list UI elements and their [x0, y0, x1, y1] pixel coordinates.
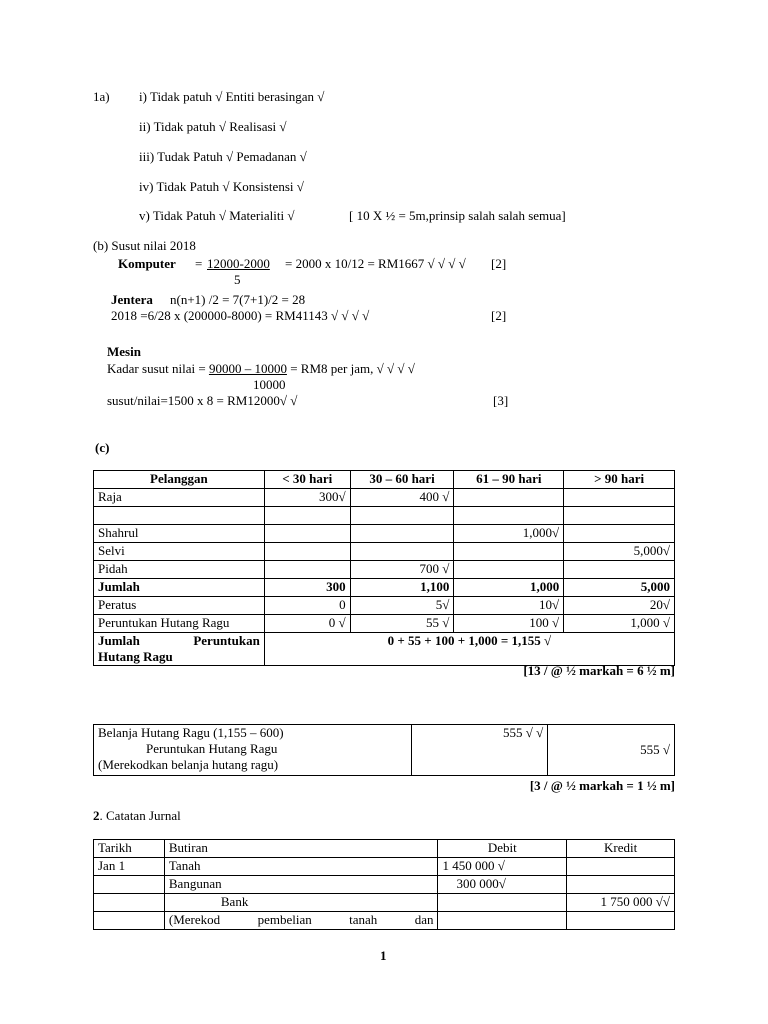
header-lt30: < 30 hari — [264, 471, 350, 489]
q1a-item-4: iv) Tidak Patuh √ Konsistensi √ — [139, 179, 304, 194]
table-cell: Bank — [164, 894, 438, 912]
table-cell: 1,100 — [350, 579, 454, 597]
header-pelanggan: Pelanggan — [94, 471, 265, 489]
table-cell — [564, 561, 675, 579]
q2-heading — [93, 808, 181, 824]
mesin-line-1-suffix: = RM8 per jam, √ √ √ √ — [286, 361, 415, 376]
grand-total-label-word: Peruntukan — [193, 633, 260, 648]
table-cell: Bangunan — [164, 876, 438, 894]
header-gt90: > 90 hari — [564, 471, 675, 489]
table-cell: 300 — [264, 579, 350, 597]
table-cell — [454, 507, 564, 525]
journal-word: (Merekod — [168, 912, 221, 927]
table-cell — [454, 489, 564, 507]
table-cell: 0 √ — [264, 615, 350, 633]
table-row-grand-total — [94, 633, 675, 666]
table-cell — [567, 912, 675, 930]
table-row — [94, 561, 675, 579]
table-row — [94, 489, 675, 507]
komputer-mark: [2] — [491, 256, 507, 271]
journal-credit: 555 √ — [548, 725, 675, 776]
aging-table-header — [94, 471, 675, 489]
q2-heading-number: 2 — [93, 808, 100, 823]
table-cell: 55 √ — [350, 615, 454, 633]
header-debit: Debit — [438, 840, 567, 858]
table-row — [94, 597, 675, 615]
table-cell — [94, 894, 165, 912]
mesin-line-1 — [107, 361, 415, 377]
table-cell: 700 √ — [350, 561, 454, 579]
table-cell — [567, 876, 675, 894]
journal-word: tanah — [349, 912, 378, 927]
q1c-label: (c) — [95, 440, 110, 455]
header-butiran: Butiran — [164, 840, 438, 858]
table-cell: Pidah — [94, 561, 265, 579]
table-cell — [264, 525, 350, 543]
table-cell: Shahrul — [94, 525, 265, 543]
table-row — [94, 912, 675, 930]
komputer-fraction-numerator: 12000-2000 — [207, 256, 270, 271]
table-cell: Jan 1 — [94, 858, 165, 876]
q1a-item-1: i) Tidak patuh √ Entiti berasingan √ — [139, 89, 325, 104]
table-cell: 0 — [264, 597, 350, 615]
table-cell — [94, 876, 165, 894]
table-cell: Raja — [94, 489, 265, 507]
table-cell — [564, 507, 675, 525]
grand-total-label-word: Hutang Ragu — [98, 649, 173, 664]
table-cell: 5,000√ — [564, 543, 675, 561]
page-number: 1 — [380, 948, 387, 963]
komputer-eq1: = — [195, 256, 203, 271]
jentera-mark: [2] — [491, 308, 507, 323]
aging-table — [93, 470, 675, 666]
journal-debit: 555 √ √ — [411, 725, 548, 776]
table-cell — [264, 543, 350, 561]
grand-total-label-word: Jumlah — [98, 633, 140, 648]
table-row — [94, 525, 675, 543]
header-kredit: Kredit — [567, 840, 675, 858]
table-cell: 300√ — [264, 489, 350, 507]
mesin-fraction-denominator: 10000 — [253, 377, 286, 392]
header-tarikh: Tarikh — [94, 840, 165, 858]
jentera-label: Jentera — [111, 292, 153, 307]
table-cell — [264, 507, 350, 525]
table-cell — [564, 525, 675, 543]
journal-line: (Merekodkan belanja hutang ragu) — [98, 757, 279, 772]
journal-description — [94, 725, 412, 776]
mesin-mark: [3] — [493, 393, 509, 408]
table-cell — [438, 912, 567, 930]
table-row — [94, 876, 675, 894]
q1a-item-3: iii) Tudak Patuh √ Pemadanan √ — [139, 149, 307, 164]
journal-table — [93, 839, 675, 930]
table-cell — [94, 912, 165, 930]
table-cell: Tanah — [164, 858, 438, 876]
table-cell: Peratus — [94, 597, 265, 615]
table-cell — [94, 507, 265, 525]
table-cell: 100 √ — [454, 615, 564, 633]
header-30-60: 30 – 60 hari — [350, 471, 454, 489]
q2-heading-text: . Catatan Jurnal — [99, 808, 181, 823]
table-cell — [264, 561, 350, 579]
table-cell — [567, 858, 675, 876]
header-61-90: 61 – 90 hari — [454, 471, 564, 489]
table-cell: Selvi — [94, 543, 265, 561]
journal-table-header — [94, 840, 675, 858]
q1b-heading: (b) Susut nilai 2018 — [93, 238, 196, 253]
grand-total-label — [94, 633, 265, 666]
komputer-label: Komputer — [118, 256, 176, 271]
jentera-line-1: n(n+1) /2 = 7(7+1)/2 = 28 — [170, 292, 306, 307]
table-cell — [454, 543, 564, 561]
komputer-eq2: = 2000 x 10/12 = RM1667 √ √ √ √ — [285, 256, 466, 271]
table-cell: 1,000√ — [454, 525, 564, 543]
mesin-line-1-prefix: Kadar susut nilai = — [107, 361, 209, 376]
table-cell: 20√ — [564, 597, 675, 615]
table-cell: 10√ — [454, 597, 564, 615]
table-row — [94, 725, 675, 776]
mesin-line-2: susut/nilai=1500 x 8 = RM12000√ √ — [107, 393, 298, 408]
table-row — [94, 615, 675, 633]
q1a-label: 1a) — [93, 89, 110, 104]
grand-total-value: 0 + 55 + 100 + 1,000 = 1,155 √ — [264, 633, 674, 666]
journal-line: Belanja Hutang Ragu (1,155 – 600) — [98, 725, 284, 740]
journal-word: dan — [414, 912, 434, 927]
q1a-item-2: ii) Tidak patuh √ Realisasi √ — [139, 119, 287, 134]
table-cell — [438, 894, 567, 912]
mesin-fraction-numerator: 90000 – 10000 — [208, 361, 287, 376]
q1a-note: [ 10 X ½ = 5m,prinsip salah salah semua] — [349, 208, 566, 223]
table-cell: 1,000 √ — [564, 615, 675, 633]
table-row — [94, 543, 675, 561]
journal-line: Peruntukan Hutang Ragu — [146, 741, 278, 756]
table-cell — [350, 543, 454, 561]
table-cell — [350, 507, 454, 525]
komputer-fraction-denominator: 5 — [234, 272, 241, 287]
table-cell: 1 450 000 √ — [438, 858, 567, 876]
journal-word: pembelian — [257, 912, 312, 927]
table-cell: 5,000 — [564, 579, 675, 597]
table-cell: 400 √ — [350, 489, 454, 507]
jentera-line-2: 2018 =6/28 x (200000-8000) = RM41143 √ √ √ √ — [111, 308, 370, 323]
table-cell: Peruntukan Hutang Ragu — [94, 615, 265, 633]
table-cell: 1,000 — [454, 579, 564, 597]
q1a-item-5: v) Tidak Patuh √ Materialiti √ — [139, 208, 295, 223]
table-row-total — [94, 579, 675, 597]
journal1-marks: [3 / @ ½ markah = 1 ½ m] — [529, 778, 675, 793]
table-cell: 300 000√ — [438, 876, 567, 894]
table-cell — [350, 525, 454, 543]
doubtful-debt-journal — [93, 724, 675, 776]
q1c-marks: [13 / @ ½ markah = 6 ½ m] — [523, 663, 675, 678]
table-cell: 1 750 000 √√ — [567, 894, 675, 912]
table-cell — [564, 489, 675, 507]
table-row — [94, 858, 675, 876]
table-row — [94, 507, 675, 525]
table-cell: 5√ — [350, 597, 454, 615]
table-cell — [454, 561, 564, 579]
table-cell: Jumlah — [94, 579, 265, 597]
table-row — [94, 894, 675, 912]
mesin-label: Mesin — [107, 344, 141, 359]
table-cell — [164, 912, 438, 930]
